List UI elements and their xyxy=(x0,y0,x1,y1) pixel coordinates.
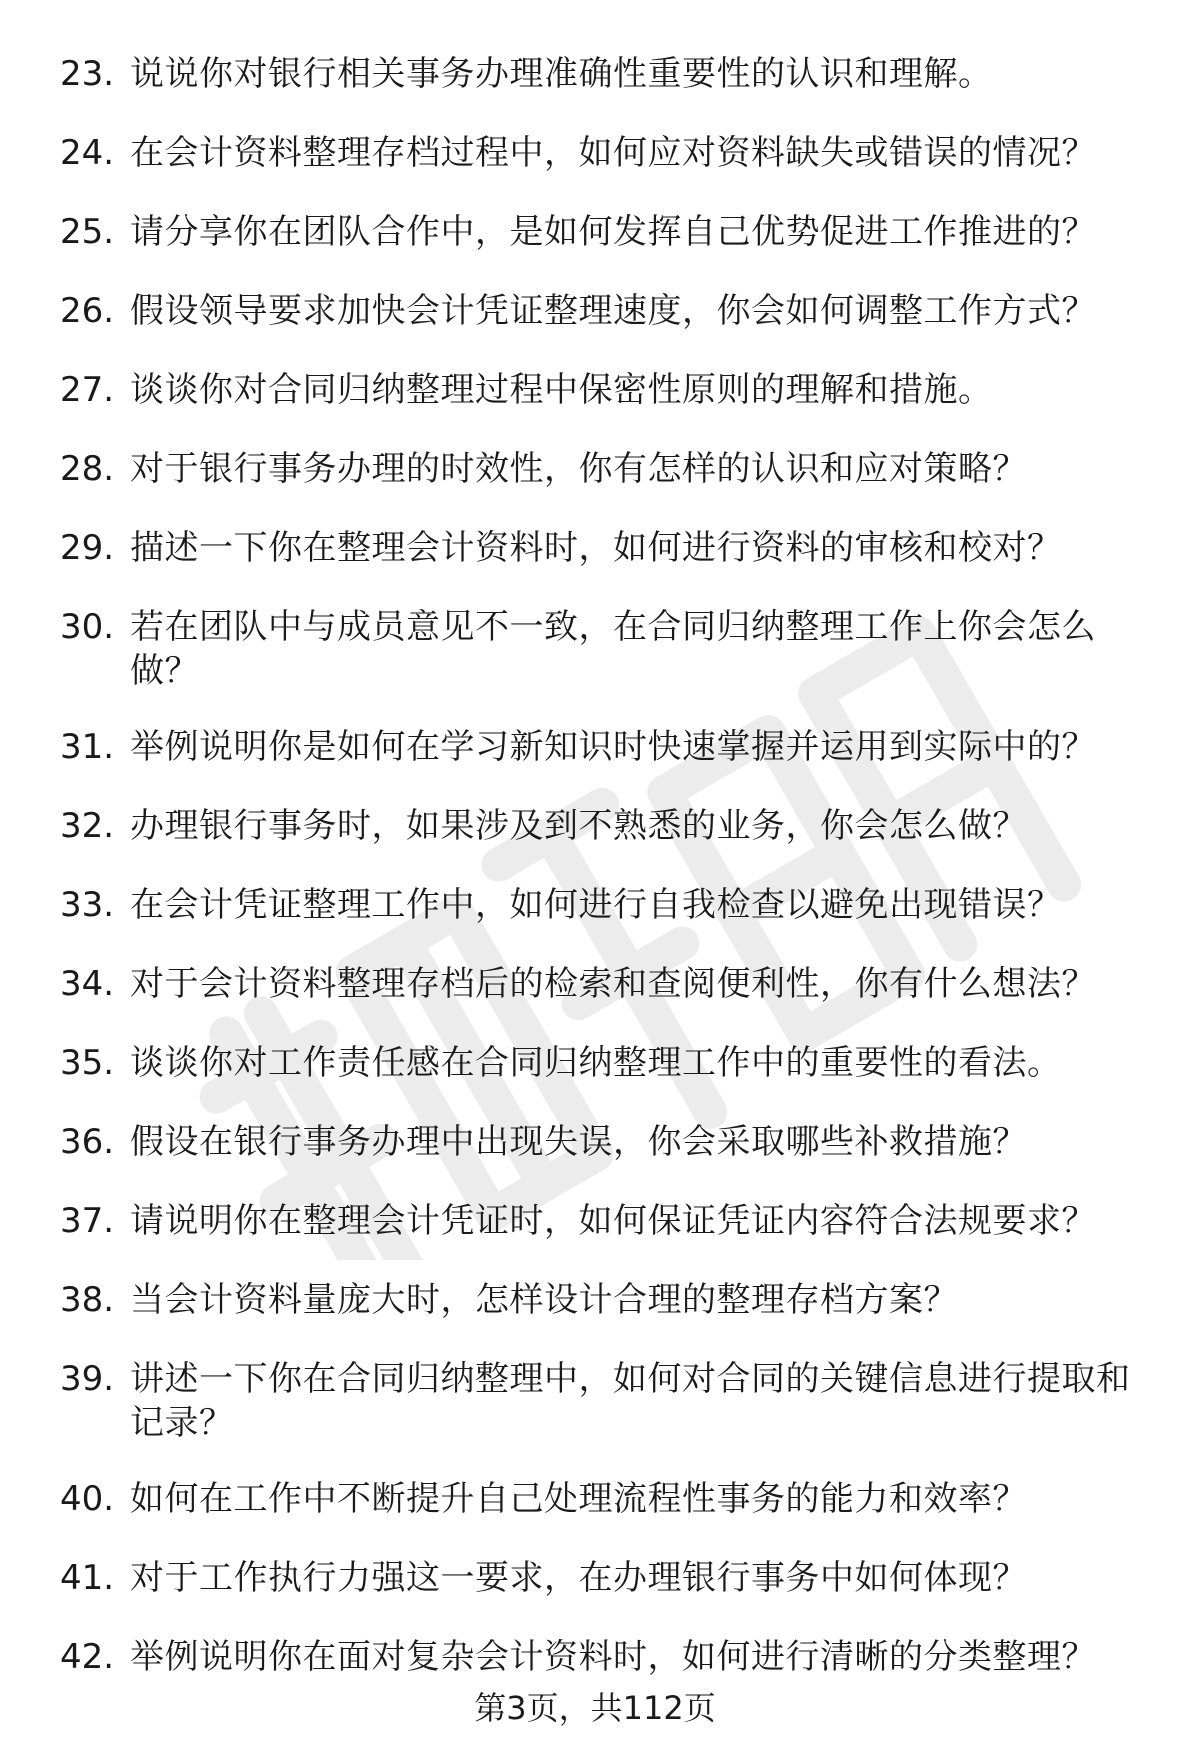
question-text: 办理银行事务时，如果涉及到不熟悉的业务，你会怎么做？ xyxy=(130,806,1027,846)
question-text: 举例说明你是如何在学习新知识时快速掌握并运用到实际中的？ xyxy=(130,727,1096,767)
question-number: 33. xyxy=(60,885,115,925)
list-item xyxy=(60,605,1160,693)
list-item xyxy=(60,804,1160,848)
question-number: 24. xyxy=(60,133,115,173)
question-text: 对于会计资料整理存档后的检索和查阅便利性，你有什么想法？ xyxy=(130,964,1096,1004)
question-text: 假设领导要求加快会计凭证整理速度，你会如何调整工作方式？ xyxy=(130,291,1096,331)
list-item xyxy=(60,1635,1160,1679)
question-text: 若在团队中与成员意见不一致，在合同归纳整理工作上你会怎么做？ xyxy=(130,607,1096,691)
question-number: 40. xyxy=(60,1479,115,1519)
list-item xyxy=(60,1199,1160,1243)
question-number: 30. xyxy=(60,607,115,647)
list-item xyxy=(60,962,1160,1006)
list-item xyxy=(60,1041,1160,1085)
list-item xyxy=(60,526,1160,570)
question-text: 对于银行事务办理的时效性，你有怎样的认识和应对策略？ xyxy=(130,449,1027,489)
list-item xyxy=(60,883,1160,927)
question-number: 39. xyxy=(60,1359,115,1399)
question-number: 25. xyxy=(60,212,115,252)
question-number: 23. xyxy=(60,54,115,94)
question-list xyxy=(60,52,1160,1714)
question-text: 请说明你在整理会计凭证时，如何保证凭证内容符合法规要求？ xyxy=(130,1201,1096,1241)
question-text: 说说你对银行相关事务办理准确性重要性的认识和理解。 xyxy=(130,54,993,94)
question-text: 在会计资料整理存档过程中，如何应对资料缺失或错误的情况？ xyxy=(130,133,1096,173)
list-item xyxy=(60,1556,1160,1600)
question-text: 当会计资料量庞大时，怎样设计合理的整理存档方案？ xyxy=(130,1280,958,1320)
list-item xyxy=(60,1120,1160,1164)
question-number: 42. xyxy=(60,1637,115,1677)
question-text: 在会计凭证整理工作中，如何进行自我检查以避免出现错误？ xyxy=(130,885,1062,925)
list-item xyxy=(60,131,1160,175)
question-text: 讲述一下你在合同归纳整理中，如何对合同的关键信息进行提取和记录？ xyxy=(130,1359,1131,1443)
question-text: 对于工作执行力强这一要求，在办理银行事务中如何体现？ xyxy=(130,1558,1027,1598)
list-item xyxy=(60,289,1160,333)
question-number: 28. xyxy=(60,449,115,489)
list-item xyxy=(60,52,1160,96)
question-number: 41. xyxy=(60,1558,115,1598)
question-number: 38. xyxy=(60,1280,115,1320)
question-number: 29. xyxy=(60,528,115,568)
question-number: 26. xyxy=(60,291,115,331)
question-text: 描述一下你在整理会计资料时，如何进行资料的审核和校对？ xyxy=(130,528,1062,568)
list-item xyxy=(60,1477,1160,1521)
question-number: 27. xyxy=(60,370,115,410)
list-item xyxy=(60,725,1160,769)
list-item xyxy=(60,1357,1160,1445)
list-item xyxy=(60,210,1160,254)
list-item xyxy=(60,368,1160,412)
question-number: 32. xyxy=(60,806,115,846)
question-text: 请分享你在团队合作中，是如何发挥自己优势促进工作推进的？ xyxy=(130,212,1096,252)
question-text: 如何在工作中不断提升自己处理流程性事务的能力和效率？ xyxy=(130,1479,1027,1519)
question-number: 37. xyxy=(60,1201,115,1241)
question-text: 举例说明你在面对复杂会计资料时，如何进行清晰的分类整理？ xyxy=(130,1637,1096,1677)
question-text: 假设在银行事务办理中出现失误，你会采取哪些补救措施？ xyxy=(130,1122,1027,1162)
question-number: 34. xyxy=(60,964,115,1004)
list-item xyxy=(60,447,1160,491)
question-number: 31. xyxy=(60,727,115,767)
question-number: 35. xyxy=(60,1043,115,1083)
page-footer: 第3页，共112页 xyxy=(474,1689,716,1727)
question-text: 谈谈你对合同归纳整理过程中保密性原则的理解和措施。 xyxy=(130,370,993,410)
list-item xyxy=(60,1278,1160,1322)
question-text: 谈谈你对工作责任感在合同归纳整理工作中的重要性的看法。 xyxy=(130,1043,1062,1083)
question-number: 36. xyxy=(60,1122,115,1162)
